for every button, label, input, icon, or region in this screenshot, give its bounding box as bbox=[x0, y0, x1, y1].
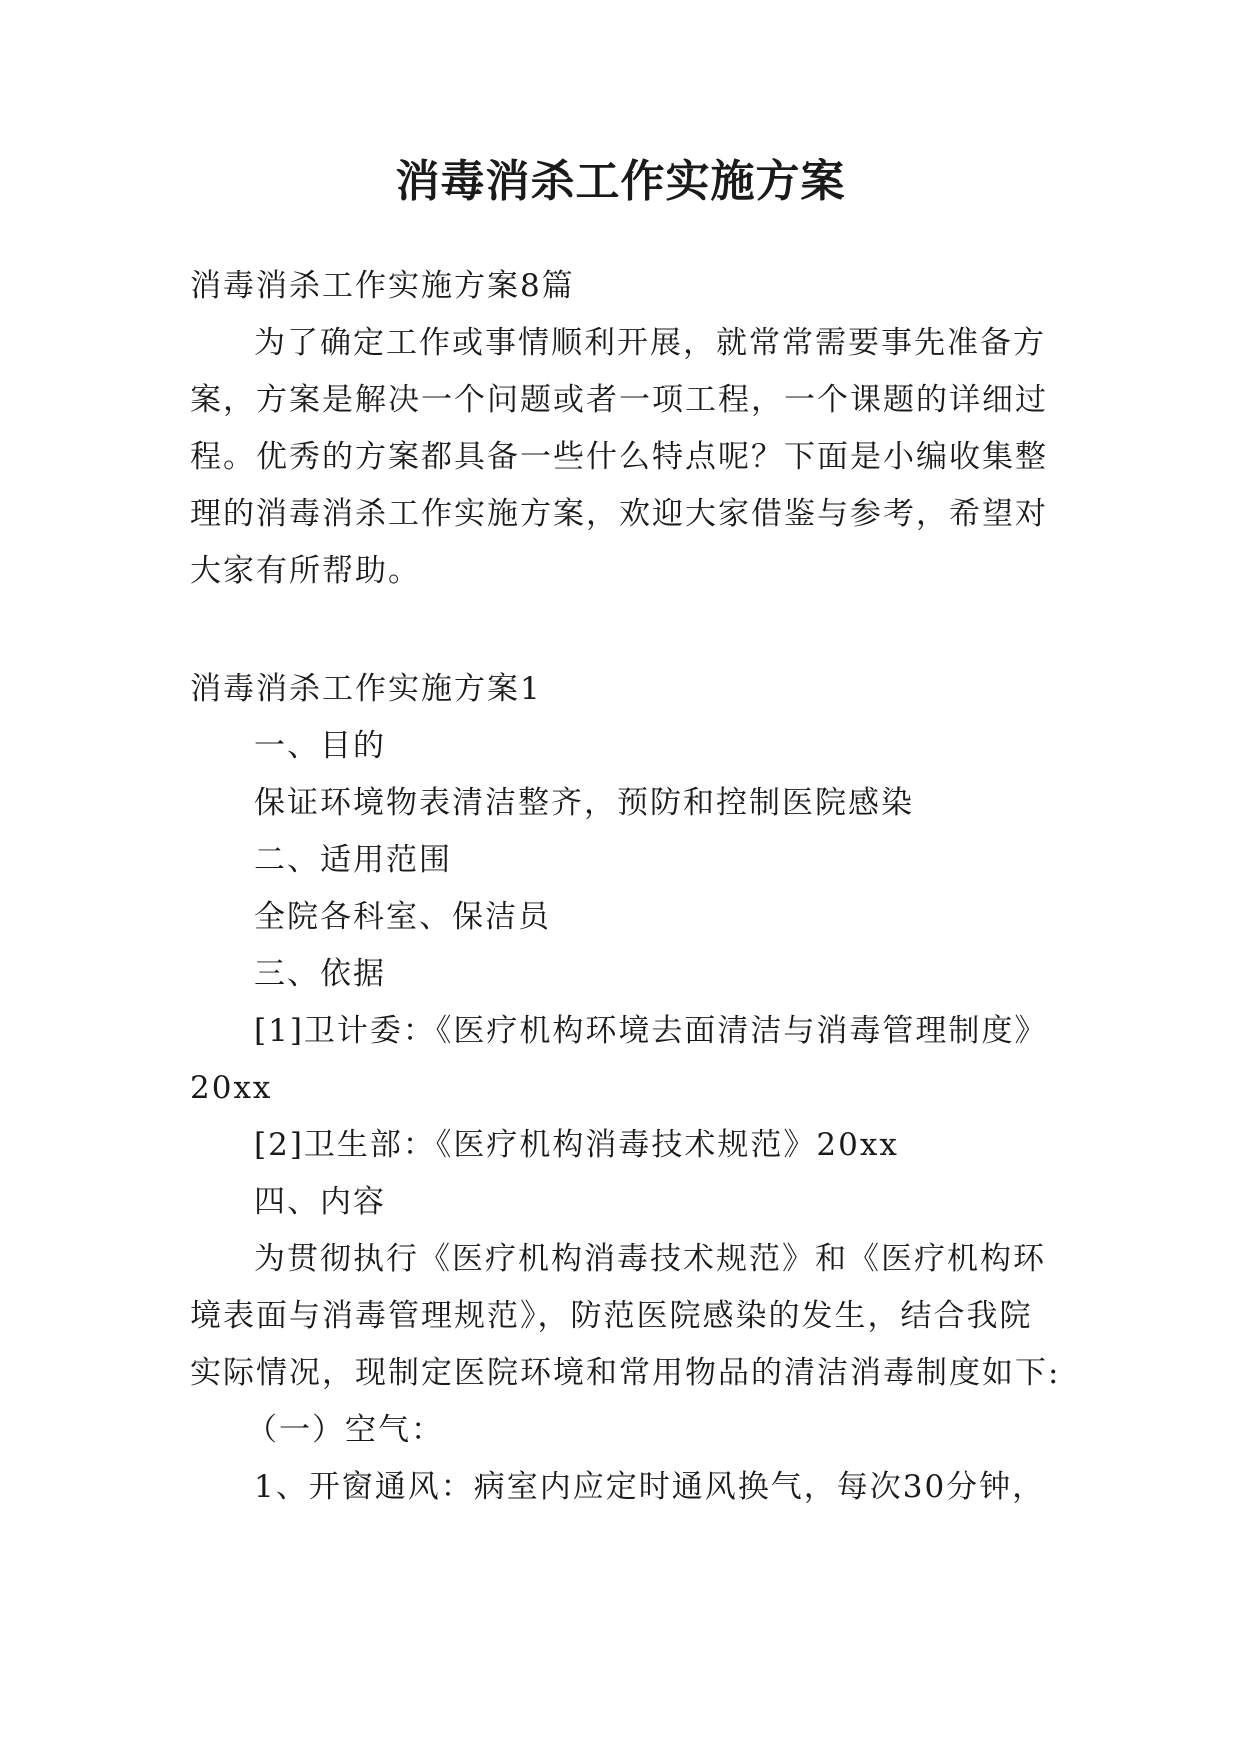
document-title: 消毒消杀工作实施方案 bbox=[395, 156, 846, 207]
basis-ref-2: [2]卫生部：《医疗机构消毒技术规范》20xx bbox=[254, 1127, 899, 1163]
air-heading: （一）空气： bbox=[246, 1412, 444, 1448]
intro-line-2: 案，方案是解决一个问题或者一项工程，一个课题的详细过 bbox=[190, 382, 1048, 418]
basis-ref-1: [1]卫计委：《医疗机构环境去面清洁与消毒管理制度》 bbox=[254, 1013, 1048, 1049]
purpose-heading: 一、目的 bbox=[254, 728, 386, 764]
purpose-text: 保证环境物表清洁整齐，预防和控制医院感染 bbox=[254, 785, 914, 821]
intro-line-4: 理的消毒消杀工作实施方案，欢迎大家借鉴与参考，希望对 bbox=[190, 496, 1048, 532]
basis-heading: 三、依据 bbox=[254, 956, 386, 992]
intro-line-3: 程。优秀的方案都具备一些什么特点呢？下面是小编收集整 bbox=[190, 439, 1048, 475]
basis-ref-1-year: 20xx bbox=[190, 1070, 273, 1106]
content-line-2: 境表面与消毒管理规范》，防范医院感染的发生，结合我院 bbox=[190, 1298, 1033, 1334]
intro-line-1: 为了确定工作或事情顺利开展，就常常需要事先准备方 bbox=[254, 325, 1046, 361]
content-line-1: 为贯彻执行《医疗机构消毒技术规范》和《医疗机构环 bbox=[254, 1241, 1046, 1277]
scope-text: 全院各科室、保洁员 bbox=[254, 899, 551, 935]
content-heading: 四、内容 bbox=[254, 1184, 386, 1220]
document-subtitle: 消毒消杀工作实施方案8篇 bbox=[190, 268, 575, 304]
scope-heading: 二、适用范围 bbox=[254, 842, 452, 878]
intro-line-5: 大家有所帮助。 bbox=[190, 553, 421, 589]
section-heading: 消毒消杀工作实施方案1 bbox=[190, 671, 542, 707]
air-item-1: 1、开窗通风：病室内应定时通风换气，每次30分钟， bbox=[254, 1469, 1046, 1505]
content-line-3: 实际情况，现制定医院环境和常用物品的清洁消毒制度如下: bbox=[190, 1355, 1061, 1391]
